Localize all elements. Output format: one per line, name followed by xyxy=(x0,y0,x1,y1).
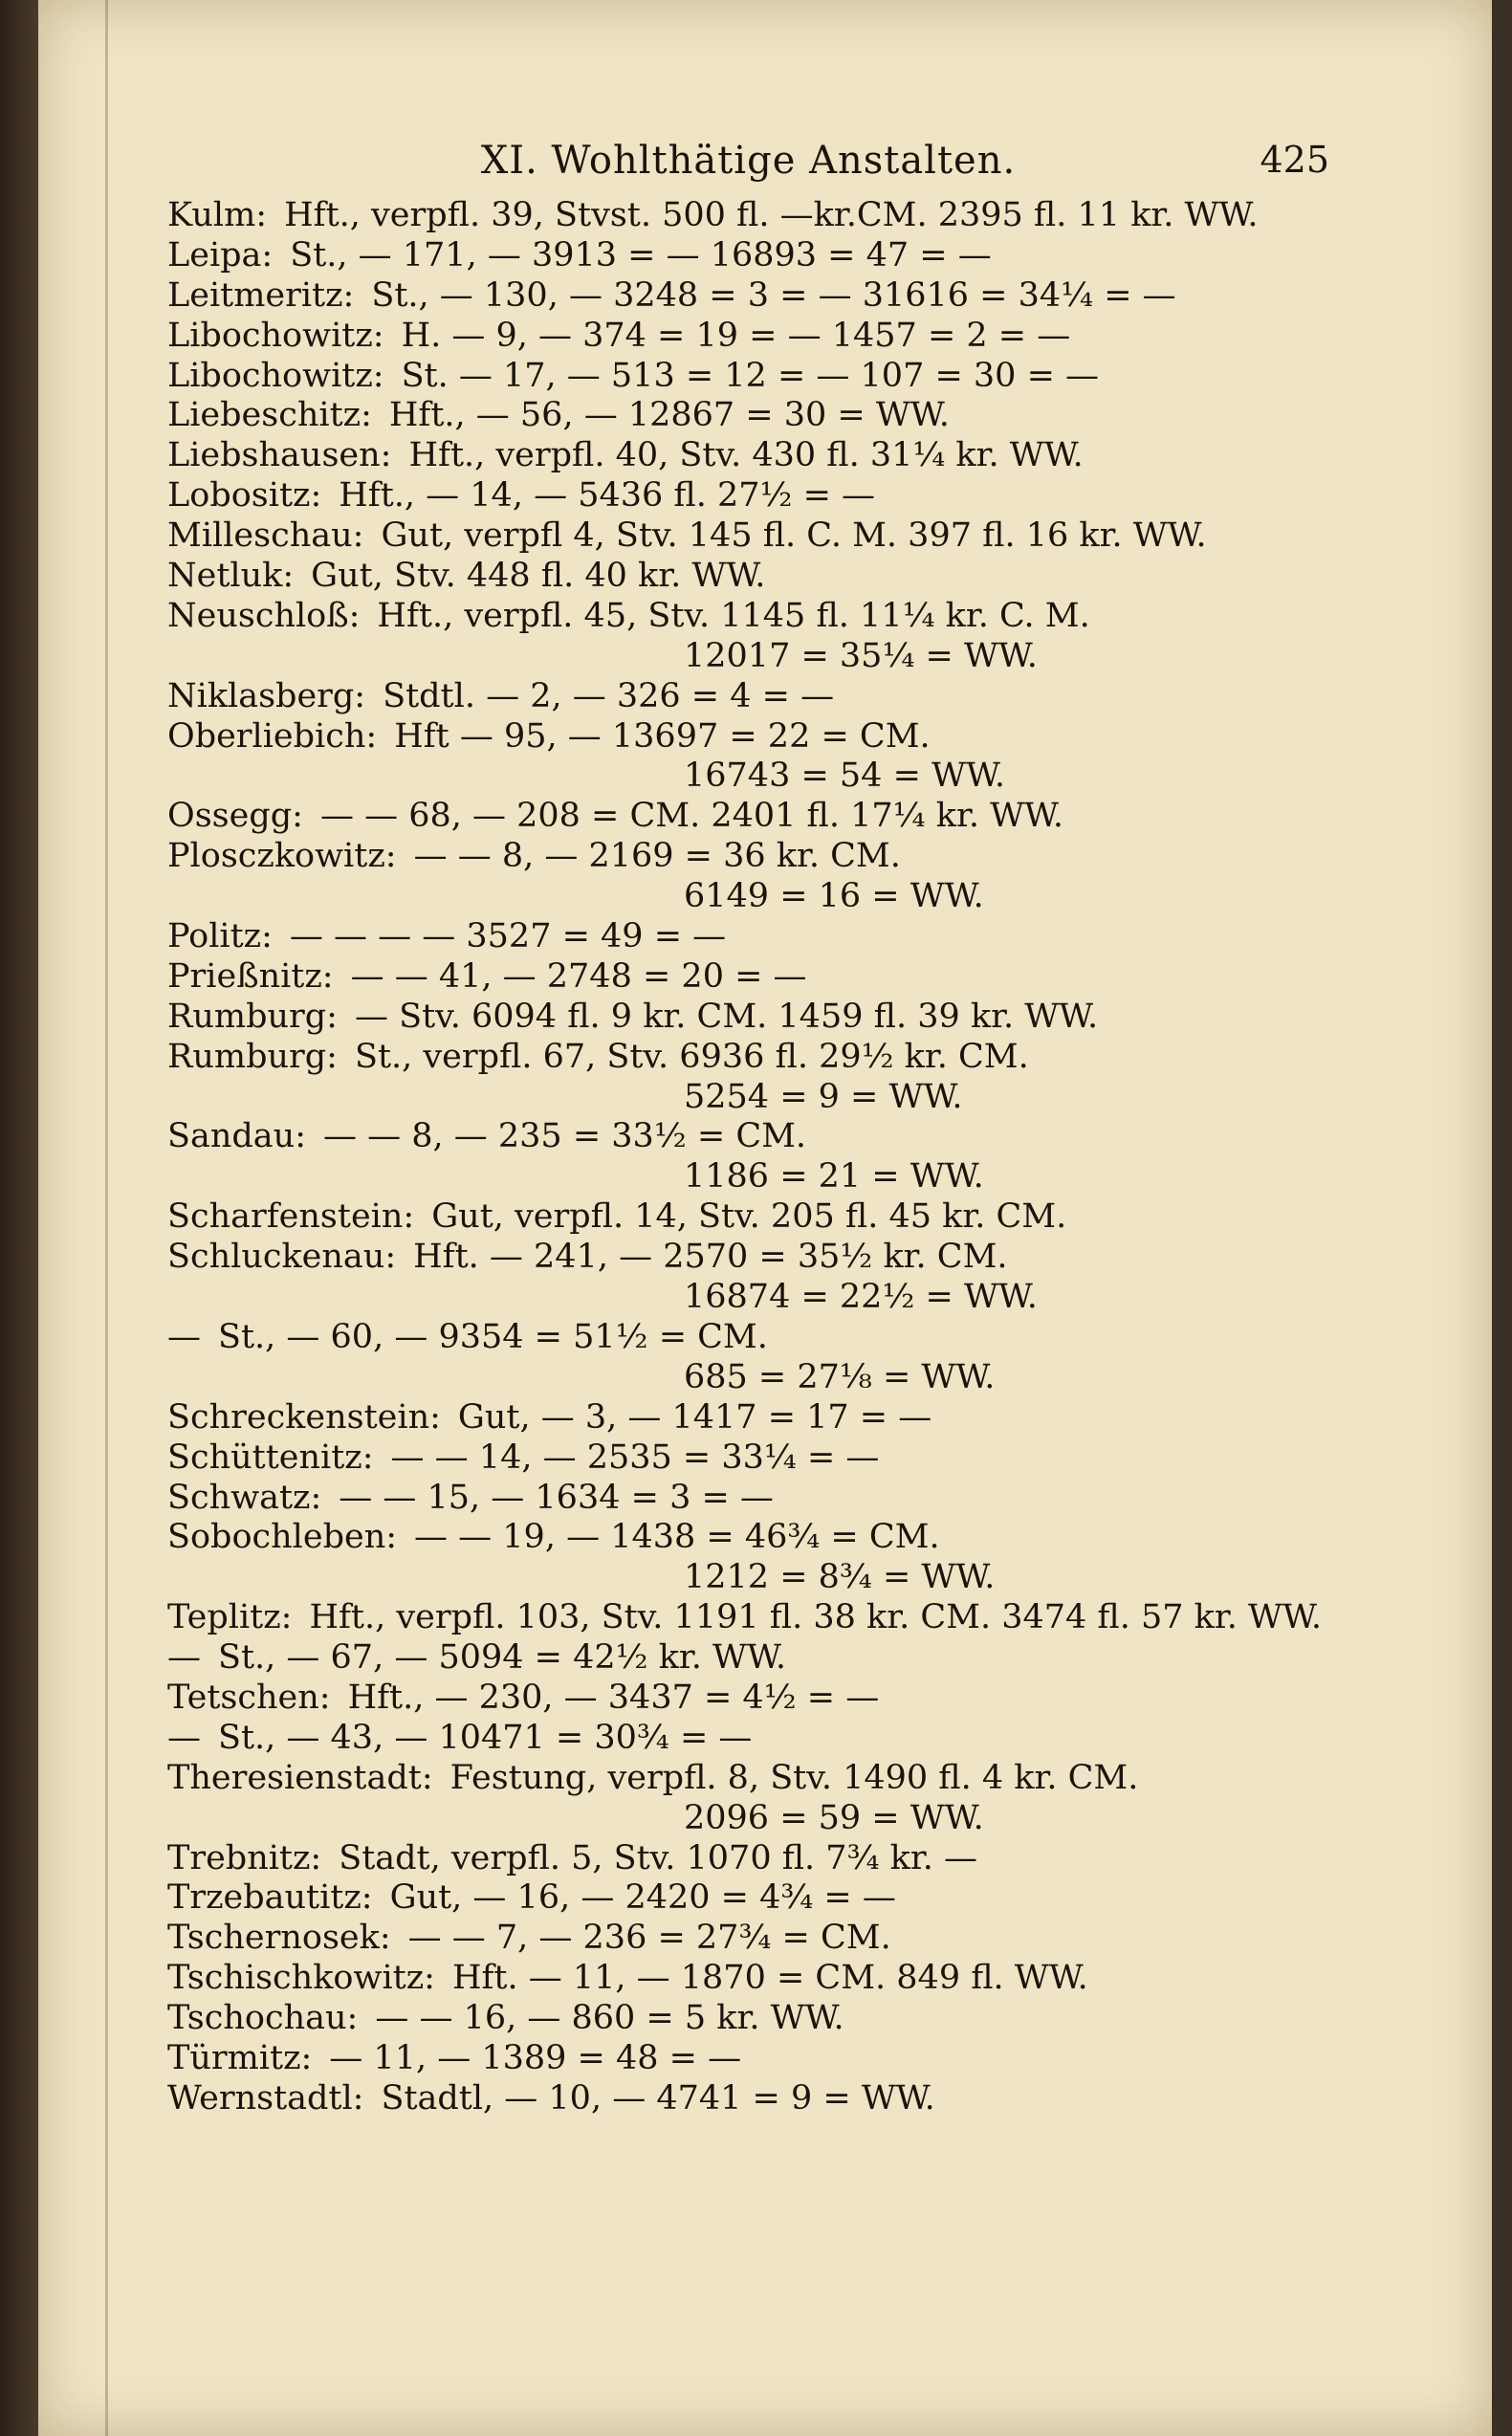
row-values: Hft., — 14, — 5436 fl. 27½ = — xyxy=(339,476,876,516)
place-name: Tschernosek: xyxy=(167,1919,391,1958)
list-item xyxy=(167,837,1353,877)
list-item xyxy=(167,396,1353,436)
row-values: Hft., verpfl. 103, Stv. 1191 fl. 38 kr. CM. 3474 fl. 57 kr. WW. xyxy=(309,1598,1322,1637)
row-values: — — 14, — 2535 = 33¼ = — xyxy=(390,1437,880,1477)
row-values: Hft., verpfl. 45, Stv. 1145 fl. 11¼ kr. C. M. xyxy=(377,596,1090,635)
place-name: Schwatz: xyxy=(167,1478,322,1517)
list-item xyxy=(167,1638,1353,1679)
list-item xyxy=(167,436,1353,476)
place-name: Scharfenstein: xyxy=(167,1197,415,1237)
place-name: Politz: xyxy=(167,917,273,956)
list-item xyxy=(167,357,1353,397)
place-name: Rumburg: xyxy=(167,1037,338,1076)
place-name: Niklasberg: xyxy=(167,676,366,715)
list-item xyxy=(167,1919,1353,1959)
place-name: Tschischkowitz: xyxy=(167,1959,435,1998)
place-name: Schluckenau: xyxy=(167,1238,397,1277)
row-values: Gut, — 16, — 2420 = 4¾ = — xyxy=(389,1878,896,1918)
row-values: 16743 = 54 = WW. xyxy=(684,757,1005,796)
place-name: Libochowitz: xyxy=(167,356,384,395)
row-values: Gut, verpfl. 14, Stv. 205 fl. 45 kr. CM. xyxy=(431,1197,1067,1237)
place-name: Leipa: xyxy=(167,235,274,274)
place-name: Libochowitz: xyxy=(167,316,384,355)
list-item xyxy=(167,1679,1353,1719)
list-item xyxy=(167,1479,1353,1519)
row-values: 6149 = 16 = WW. xyxy=(684,877,984,916)
place-name: — xyxy=(167,1317,201,1356)
place-name: Kulm: xyxy=(167,196,268,234)
row-values: St., verpfl. 67, Stv. 6936 fl. 29½ kr. CM. xyxy=(354,1037,1029,1076)
row-values: 12017 = 35¼ = WW. xyxy=(684,636,1038,675)
place-name: Trebnitz: xyxy=(167,1838,322,1877)
row-values: 1186 = 21 = WW. xyxy=(684,1157,984,1196)
place-name: Sandau: xyxy=(167,1117,306,1156)
row-values: — — — — 3527 = 49 = — xyxy=(289,917,727,956)
row-values: — — 8, — 2169 = 36 kr. CM. xyxy=(413,837,901,876)
row-values: St., — 60, — 9354 = 51½ = CM. xyxy=(218,1317,768,1356)
row-values: — Stv. 6094 fl. 9 kr. CM. 1459 fl. 39 kr. WW. xyxy=(354,997,1099,1036)
row-values: 2096 = 59 = WW. xyxy=(684,1798,984,1837)
row-values: Gut, — 3, — 1417 = 17 = — xyxy=(457,1397,932,1437)
place-name: Tetschen: xyxy=(167,1678,331,1717)
place-name: Sobochleben: xyxy=(167,1518,398,1557)
row-values: — — 16, — 860 = 5 kr. WW. xyxy=(375,1999,844,2038)
list-item xyxy=(167,917,1353,957)
place-name: Liebeschitz: xyxy=(167,396,372,435)
list-item xyxy=(167,877,1353,917)
list-item xyxy=(167,276,1353,317)
list-item xyxy=(167,1799,1353,1839)
place-name: Schreckenstein: xyxy=(167,1397,441,1437)
place-name: Schüttenitz: xyxy=(167,1437,374,1477)
page-fold-shadow xyxy=(105,0,108,2436)
list-item xyxy=(167,957,1353,998)
list-item xyxy=(167,196,1353,236)
row-values: — — 15, — 1634 = 3 = — xyxy=(339,1478,774,1517)
list-item xyxy=(167,1157,1353,1197)
row-values: St., — 171, — 3913 = — 16893 = 47 = — xyxy=(290,235,992,274)
place-name: Teplitz: xyxy=(167,1598,293,1637)
row-values: H. — 9, — 374 = 19 = — 1457 = 2 = — xyxy=(401,316,1071,355)
list-item xyxy=(167,2039,1353,2079)
place-name: Neuschloß: xyxy=(167,596,361,635)
list-item xyxy=(167,1999,1353,2039)
list-item xyxy=(167,236,1353,276)
row-values: Gut, Stv. 448 fl. 40 kr. WW. xyxy=(311,557,766,596)
list-item xyxy=(167,1038,1353,1078)
list-item xyxy=(167,1719,1353,1759)
row-values: Stadtl, — 10, — 4741 = 9 = WW. xyxy=(381,2078,935,2118)
row-values: Hft., verpfl. 39, Stvst. 500 fl. —kr.CM. 2395 fl. 11 kr. WW. xyxy=(284,196,1259,234)
place-name: Lobositz: xyxy=(167,476,322,516)
row-values: Gut, verpfl 4, Stv. 145 fl. C. M. 397 fl. 16 kr. WW. xyxy=(381,516,1207,556)
list-item xyxy=(167,1078,1353,1118)
row-values: 16874 = 22½ = WW. xyxy=(684,1278,1038,1317)
row-values: — 11, — 1389 = 48 = — xyxy=(329,2038,742,2077)
place-name: Netluk: xyxy=(167,557,295,596)
list-item xyxy=(167,998,1353,1038)
row-values: 5254 = 9 = WW. xyxy=(684,1077,963,1116)
list-item xyxy=(167,1197,1353,1238)
list-item xyxy=(167,1759,1353,1799)
place-name: Leitmeritz: xyxy=(167,275,355,315)
list-item xyxy=(167,1117,1353,1157)
list-item xyxy=(167,317,1353,357)
row-values: Hft — 95, — 13697 = 22 = CM. xyxy=(394,716,931,756)
page-number: 425 xyxy=(1260,139,1329,181)
row-values: — — 41, — 2748 = 20 = — xyxy=(350,956,807,996)
place-name: Ossegg: xyxy=(167,797,303,836)
list-item xyxy=(167,1438,1353,1479)
row-values: Stdtl. — 2, — 326 = 4 = — xyxy=(383,676,835,715)
row-values: — — 8, — 235 = 33½ = CM. xyxy=(323,1117,807,1156)
list-item xyxy=(167,717,1353,757)
list-item xyxy=(167,516,1353,557)
list-item xyxy=(167,1278,1353,1318)
list-item xyxy=(167,1839,1353,1879)
list-item xyxy=(167,476,1353,516)
institution-list xyxy=(167,196,1353,2119)
list-item xyxy=(167,677,1353,717)
row-values: Hft., — 230, — 3437 = 4½ = — xyxy=(347,1678,880,1717)
list-item xyxy=(167,757,1353,797)
place-name: Rumburg: xyxy=(167,997,338,1036)
list-item xyxy=(167,1398,1353,1438)
list-item xyxy=(167,1558,1353,1598)
list-item xyxy=(167,597,1353,637)
row-values: St., — 67, — 5094 = 42½ kr. WW. xyxy=(218,1638,786,1678)
place-name: Prießnitz: xyxy=(167,956,334,996)
list-item xyxy=(167,1878,1353,1919)
place-name: Theresienstadt: xyxy=(167,1758,433,1797)
row-values: — — 7, — 236 = 27¾ = CM. xyxy=(407,1919,891,1958)
list-item xyxy=(167,637,1353,677)
list-item xyxy=(167,1358,1353,1398)
place-name: Türmitz: xyxy=(167,2038,313,2077)
row-values: Hft. — 11, — 1870 = CM. 849 fl. WW. xyxy=(451,1959,1088,1998)
row-values: 1212 = 8¾ = WW. xyxy=(684,1558,996,1597)
row-values: Festung, verpfl. 8, Stv. 1490 fl. 4 kr. CM. xyxy=(449,1758,1139,1797)
list-item xyxy=(167,1238,1353,1278)
place-name: Plosczkowitz: xyxy=(167,837,397,876)
row-values: St., — 43, — 10471 = 30¾ = — xyxy=(218,1718,753,1757)
place-name: Trzebautitz: xyxy=(167,1878,373,1918)
list-item xyxy=(167,2079,1353,2119)
list-item xyxy=(167,1318,1353,1358)
row-values: Hft. — 241, — 2570 = 35½ kr. CM. xyxy=(413,1238,1008,1277)
place-name: — xyxy=(167,1638,201,1678)
row-values: Hft., verpfl. 40, Stv. 430 fl. 31¼ kr. WW. xyxy=(408,436,1084,475)
book-gutter xyxy=(0,0,38,2436)
row-values: St., — 130, — 3248 = 3 = — 31616 = 34¼ = — xyxy=(371,275,1176,315)
page-header xyxy=(167,139,1329,187)
row-values: Hft., — 56, — 12867 = 30 = WW. xyxy=(388,396,950,435)
list-item xyxy=(167,1959,1353,1999)
row-values: — — 68, — 208 = CM. 2401 fl. 17¼ kr. WW. xyxy=(319,797,1064,836)
list-item xyxy=(167,1598,1353,1638)
place-name: Tschochau: xyxy=(167,1999,359,2038)
place-name: Liebshausen: xyxy=(167,436,392,475)
place-name: — xyxy=(167,1718,201,1757)
row-values: 685 = 27⅛ = WW. xyxy=(684,1357,996,1396)
list-item xyxy=(167,1518,1353,1558)
place-name: Milleschau: xyxy=(167,516,364,556)
row-values: Stadt, verpfl. 5, Stv. 1070 fl. 7¾ kr. — xyxy=(339,1838,977,1877)
row-values: St. — 17, — 513 = 12 = — 107 = 30 = — xyxy=(401,356,1100,395)
place-name: Wernstadtl: xyxy=(167,2078,364,2118)
list-item xyxy=(167,797,1353,837)
page-header-title: XI. Wohlthätige Anstalten. xyxy=(480,139,1017,183)
list-item xyxy=(167,557,1353,597)
place-name: Oberliebich: xyxy=(167,716,378,756)
row-values: — — 19, — 1438 = 46¾ = CM. xyxy=(414,1518,940,1557)
